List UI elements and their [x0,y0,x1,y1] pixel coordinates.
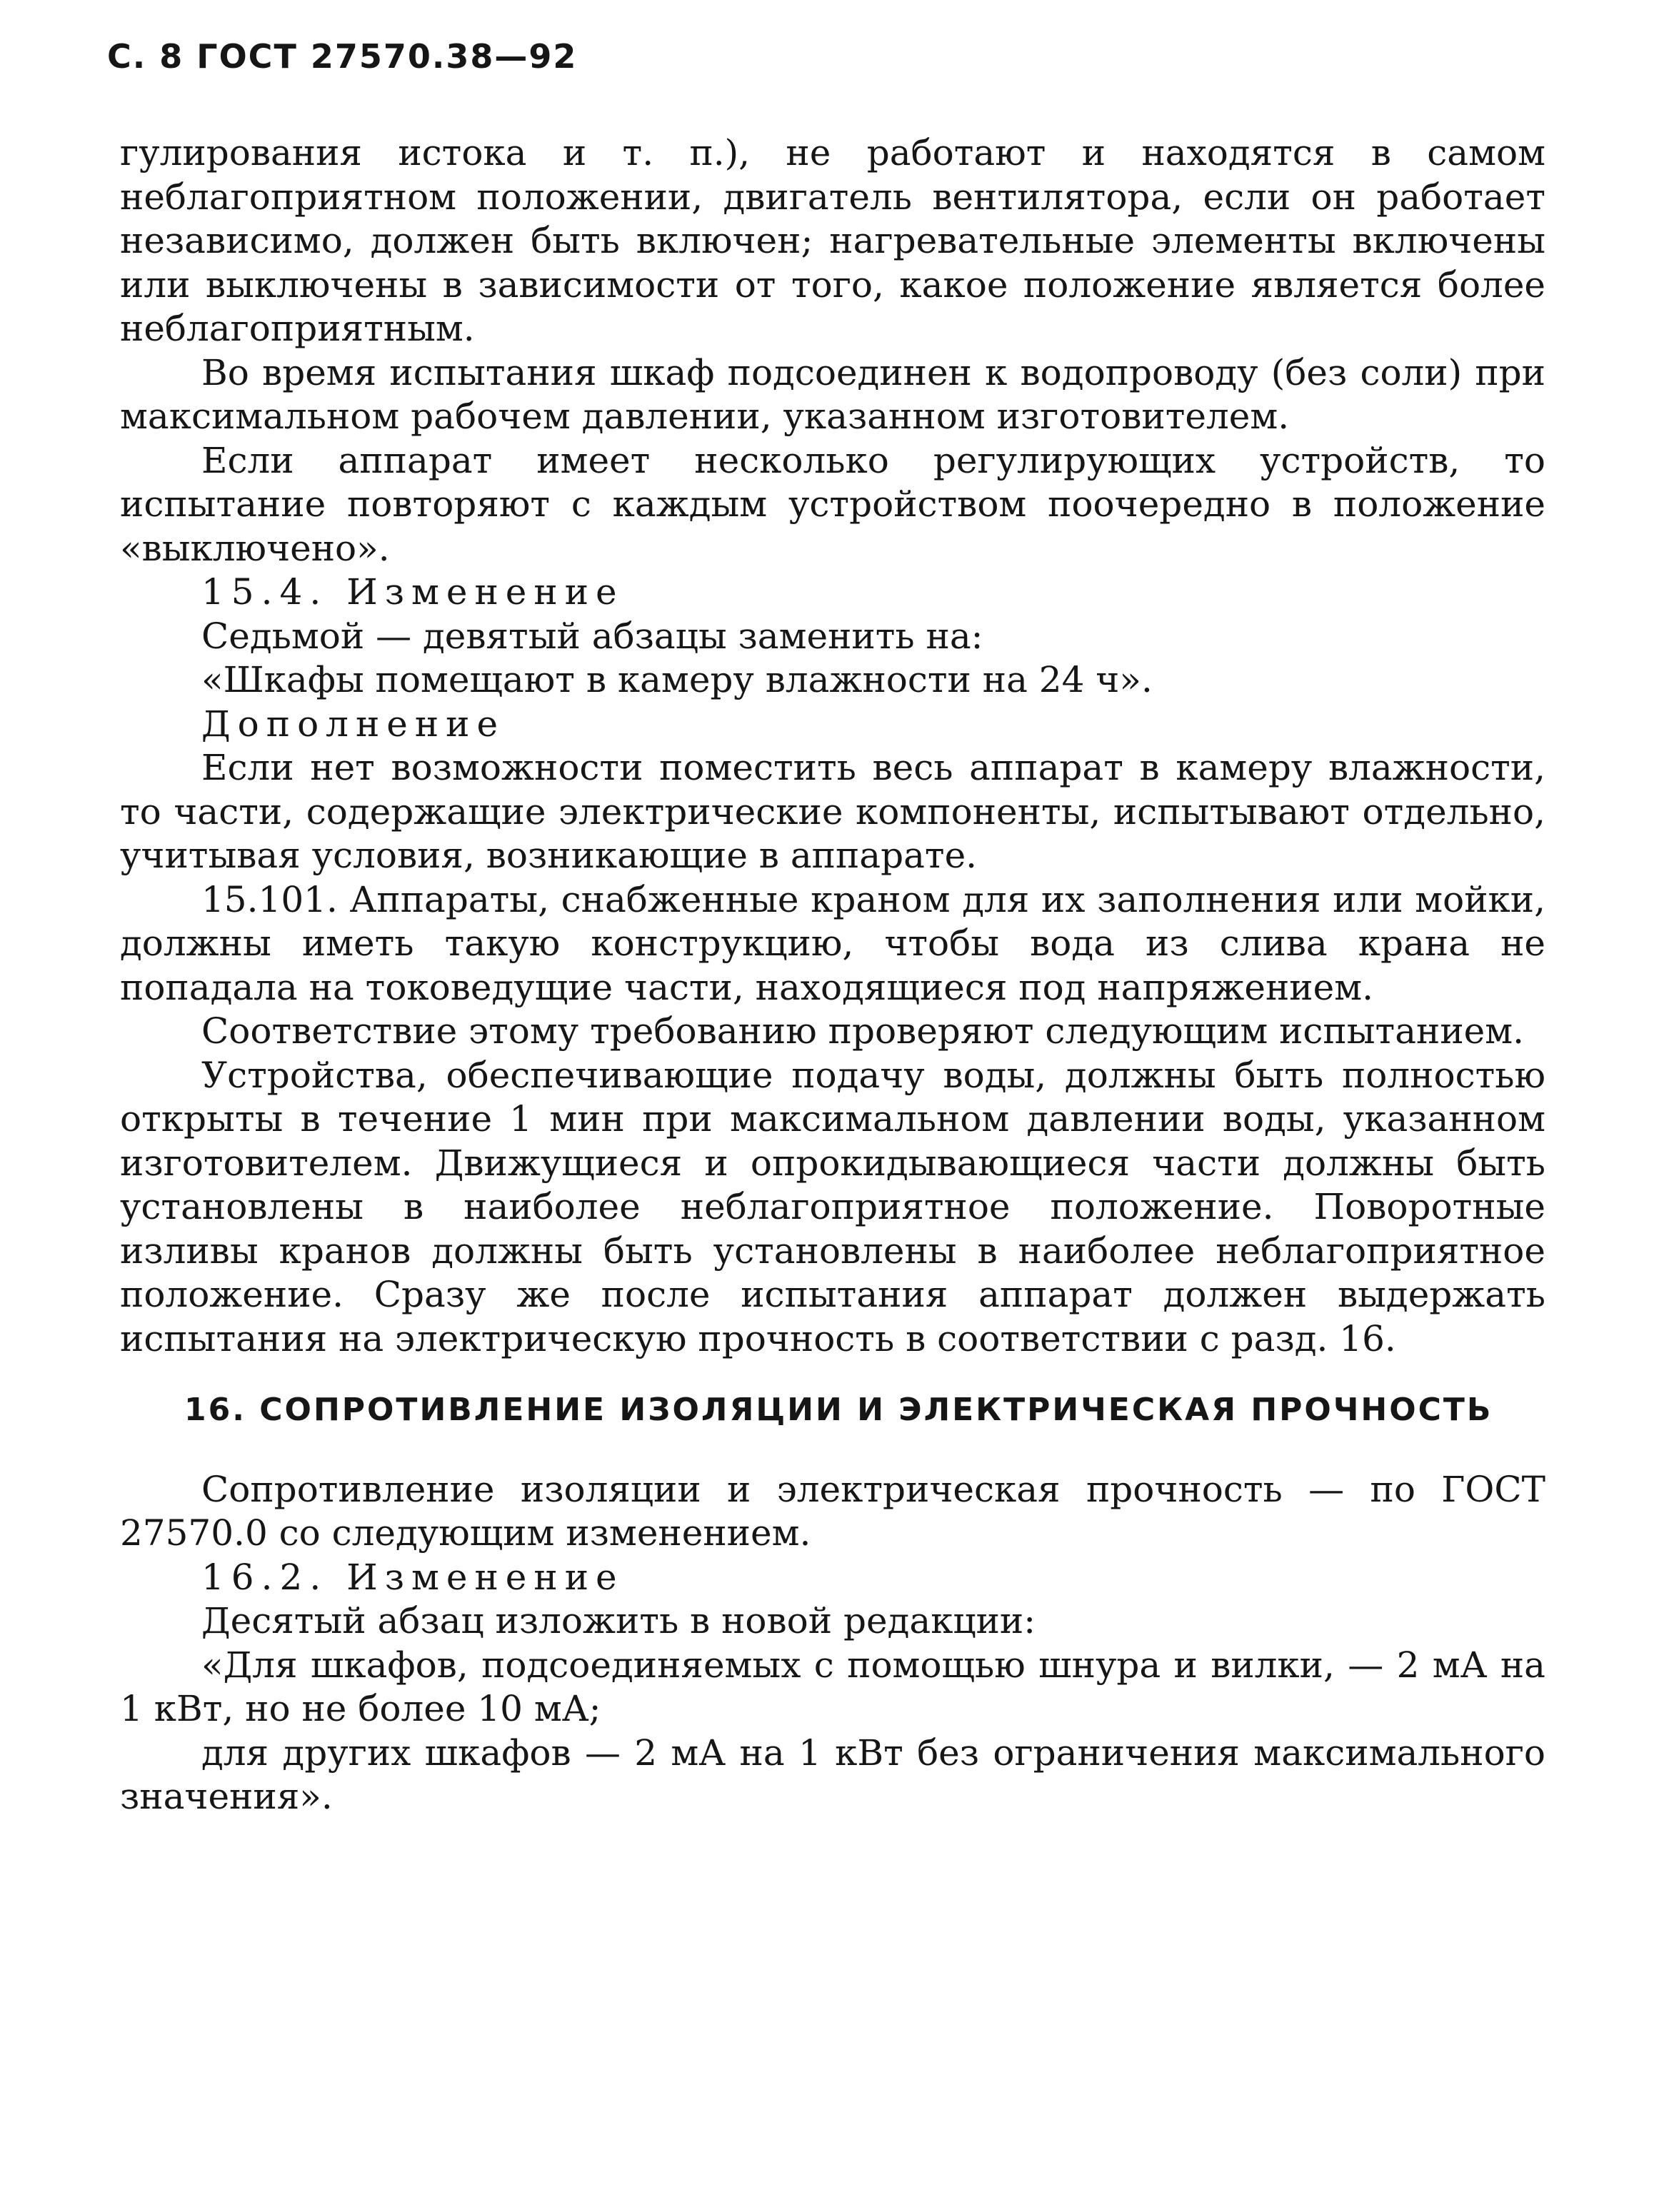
document-body [120,131,1545,1819]
paragraph-tenth-abzats: Десятый абзац изложить в новой редакции: [201,1600,1036,1642]
paragraph-regulators: Если аппарат имеет несколько регулирующих устройств, то испытание повторяют с каждым устройством поочередно в положение «выключено». [120,439,1545,569]
clause-15-4-heading: 15.4. Изменение [201,571,624,613]
page-header: С. 8 ГОСТ 27570.38—92 [107,37,578,76]
addition-heading: Дополнение [201,703,506,745]
paragraph-continuation: гулирования истока и т. п.), не работают и находятся в самом неблагоприятном положении, двигатель вентилятора, если он работает независимо, должен быть включен; нагревательные элементы включены или выключены в зависимости от того, какое положение является более неблагоприятным. [120,132,1545,349]
section-16-title: 16. СОПРОТИВЛЕНИЕ ИЗОЛЯЦИИ И ЭЛЕКТРИЧЕСКАЯ ПРОЧНОСТЬ [184,1392,1493,1428]
paragraph-replace: Седьмой — девятый абзацы заменить на: [201,615,983,657]
paragraph-quote-humidity: «Шкафы помещают в камеру влажности на 24 ч». [201,659,1153,700]
paragraph-other-cabinets: для других шкафов — 2 мА на 1 кВт без ограничения максимального значения». [120,1731,1545,1817]
paragraph-compliance: Соответствие этому требованию проверяют следующим испытанием. [201,1010,1525,1052]
clause-16-2-heading: 16.2. Изменение [201,1556,624,1598]
section-16-intro: Сопротивление изоляции и электрическая прочность — по ГОСТ 27570.0 со следующим изменением. [120,1468,1545,1554]
clause-15-101: 15.101. Аппараты, снабженные краном для их заполнения или мойки, должны иметь такую конструкцию, чтобы вода из слива крана не попадала на токоведущие части, находящиеся под напряжением. [120,878,1545,1008]
paragraph-plug-cabinets: «Для шкафов, подсоединяемых с помощью шнура и вилки, — 2 мА на 1 кВт, но не более 10 мА; [120,1644,1545,1729]
paragraph-humidity-chamber: Если нет возможности поместить весь аппарат в камеру влажности, то части, содержащие электрические компоненты, испытывают отдельно, учитывая условия, возникающие в аппарате. [120,747,1545,876]
paragraph-water-supply: Во время испытания шкаф подсоединен к водопроводу (без соли) при максимальном рабочем давлении, указанном изготовителем. [120,351,1545,437]
paragraph-test-procedure: Устройства, обеспечивающие подачу воды, должны быть полностью открыты в течение 1 мин при максимальном давлении воды, указанном изготовителем. Движущиеся и опрокидывающиеся части должны быть установлены в наиболее неблагоприятное положение. Поворотные изливы кранов должны быть установлены в наиболее неблагоприятное положение. Сразу же после испытания аппарат должен выдержать испытания на электрическую прочность в соответствии с разд. 16. [120,1054,1545,1359]
